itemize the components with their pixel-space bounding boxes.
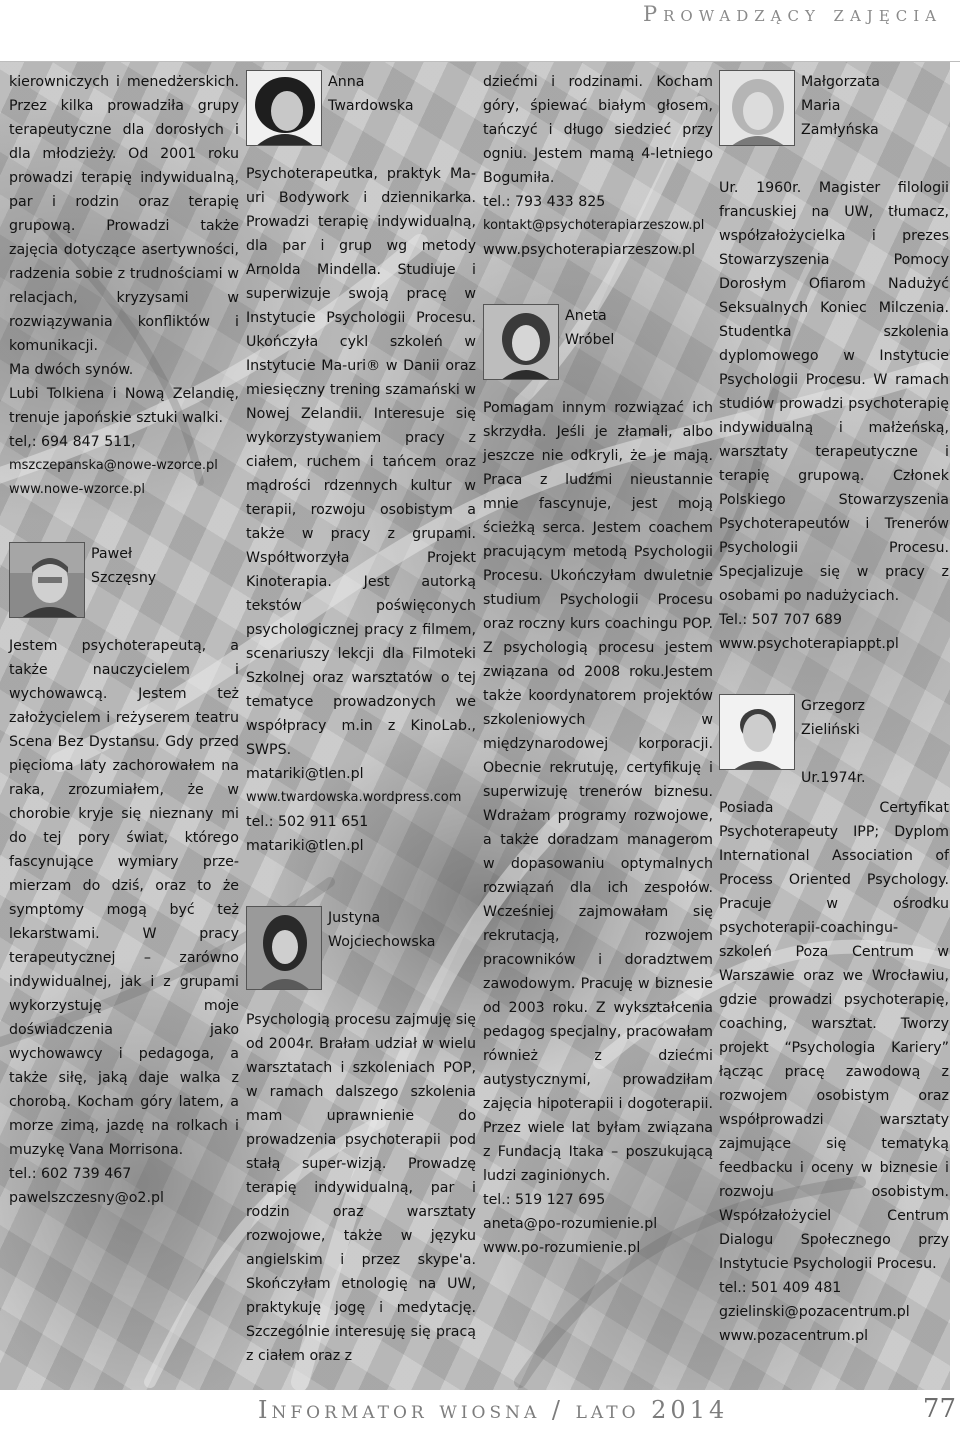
person-name: Grzegorz Zieliński Ur.1974r. xyxy=(801,694,866,790)
page-number: 77 xyxy=(922,1394,956,1424)
profile-header-pawel xyxy=(9,542,239,628)
column-4 xyxy=(719,70,949,1348)
profile-text: Ma dwóch synów. xyxy=(9,362,134,378)
email-link[interactable]: pawelszczesny@o2.pl xyxy=(9,1190,164,1206)
phone: tel,: 694 847 511, xyxy=(9,434,136,450)
website-link[interactable]: www.psychoterapiappt.pl xyxy=(719,636,899,652)
person-name: Małgorzata Maria Zamłyńska xyxy=(801,74,880,138)
profile-header-malgorzata xyxy=(719,70,949,170)
phone: tel.: 519 127 695 xyxy=(483,1192,606,1208)
person-name: Aneta Wróbel xyxy=(565,308,615,348)
email-link[interactable]: mszczepanska@nowe-wzorce.pl xyxy=(9,458,218,473)
email-link[interactable]: kontakt@psychoterapiarzeszow.pl xyxy=(483,218,705,233)
phone: Tel.: 507 707 689 xyxy=(719,612,842,628)
page-header xyxy=(0,0,960,62)
portrait-photo-justyna xyxy=(246,906,322,990)
person-name: Justyna Wojciechowska xyxy=(328,910,436,950)
profile-header-aneta xyxy=(483,304,713,390)
person-name: Paweł Szczęsny xyxy=(91,546,157,586)
profile-text: Lubi Tolkiena i Nową Zelandię, trenuje japońskie sztuki walki. xyxy=(9,386,239,426)
profile-text: kierowniczych i menedżerskich. Przez kilka prowadziła grupy terapeutyczne dla dorosłych i dla młodzieży. Od 2001 roku prowadzi terapię indywidualną, par i rodzin oraz terapię grupową. Prowadzi także zajęcia dotyczące asertywności, radzenia sobie z trudnościami w relacjach, kryzysami w rozwiązywania konfliktów i komunikacji. xyxy=(9,74,239,354)
portrait-photo-malgorzata xyxy=(719,70,795,146)
section-title: Prowadzący zajęcia xyxy=(642,2,942,26)
phone: tel.: 793 433 825 xyxy=(483,194,606,210)
column-2 xyxy=(246,70,476,1368)
phone: tel.: 502 911 651 xyxy=(246,814,369,830)
email-link[interactable]: gzielinski@pozacentrum.pl xyxy=(719,1304,910,1320)
profile-text: Jestem psychoterapeutą, a także nauczycielem i wychowawcą. Jestem też założycielem i reżyserem teatru Scena Bez Dystansu. Gdy przed pięcioma laty zachorowałem na raka, zrozumiałem, że w chorobie kryje się nieznany mi do tej pory świat, którego fascynujące wymiary prze-mierzam do dziś, oraz to że symptomy mogą być też lekarstwami. W pracy terapeutycznej – zarówno indywidualnej, jak i z grupami wykorzystuję moje doświadczenia jako wychowawcy i pedagoga, a także siłę, jaką daje walka z chorobą. Kocham góry latem, a morze zimą, jazdę na rolkach i muzykę Vana Morrisona. xyxy=(9,638,239,1158)
person-name: Anna Twardowska xyxy=(328,74,414,114)
phone: tel.: 501 409 481 xyxy=(719,1280,842,1296)
column-3 xyxy=(483,70,713,1260)
website-link[interactable]: www.pozacentrum.pl xyxy=(719,1328,869,1344)
column-1 xyxy=(9,70,239,1210)
email-link[interactable]: aneta@po-rozumienie.pl xyxy=(483,1216,658,1232)
email-link[interactable]: matariki@tlen.pl xyxy=(246,838,364,854)
portrait-photo-grzegorz xyxy=(719,694,795,770)
profile-text: Psychoterapeutka, praktyk Ma-uri Bodywork i dziennikarka. Prowadzi terapię indywidualną, dla par i grup wg metody Arnolda Mindella. Studiuje i superwizuje swoją pracę w Instytucie Psychologii Procesu. Ukończyła cykl szkoleń w Instytucie Ma-uri® w Danii oraz miesięczny trening szamański w Nowej Zelandii. Interesuje się wykorzystywaniem pracy z ciałem, ruchem i tańcem oraz mądrości rdzennych kultur w terapii, rozwoju osobistym a także w pracy z grupami. Współtworzyła Projekt Kinoterapia. Jest autorką tekstów poświęconych psychologicznej pracy z filmem, scenariuszy lekcji dla Filmoteki Szkolnej oraz warsztatów o tej tematyce prowadzonych we współpracy m.in z KinoLab., SWPS. xyxy=(246,166,476,758)
profile-text: Pomagam innym rozwiązać ich skrzydła. Jeśli je złamali, albo jeszcze nie odkryli, że je mają. Praca z ludźmi nieustannie mnie fascynuje, jest moją ścieżką serca. Jestem coachem pracującym metodą Psychologii Procesu. Ukończyłam dwuletnie studium Psychologii Procesu oraz roczny kurs coachingu POP. Z psychologią procesu jestem związana od 2008 roku.Jestem także koordynatorem projektów szkoleniowych w międzynarodowej korporacji. Obecnie rekrutuję, certyfikuję i superwizuję trenerów biznesu. Wdrażam programy rozwojowe, a także doradzam managerom w dopasowaniu optymalnych rozwiązań dla ich zespołów. Wcześniej zajmowałam się rekrutacją, rozwojem pracowników i doradztwem zawodowym. Pracuję w biznesie od 2003 roku. Z wykształcenia pedagog specjalny, pracowałam również z dziećmi autystycznymi, prowadziłam zajęcia hipoterapii i dogoterapii. Przez wiele lat byłam związana z Fundacją Itaka – poszukującą ludzi zaginionych. xyxy=(483,400,713,1184)
profile-header-anna xyxy=(246,70,476,156)
website-link[interactable]: www.twardowska.wordpress.com xyxy=(246,790,462,805)
email-link[interactable]: matariki@tlen.pl xyxy=(246,766,364,782)
portrait-photo-anna xyxy=(246,70,322,146)
publication-title: Informator wiosna / lato 2014 xyxy=(258,1396,729,1424)
profile-text: Posiada Certyfikat Psychoterapeuty IPP; Dyplom International Association of Process Oriented Psychology. Pracuje w ośrodku psychoterapii-coachingu-szkoleń Poza Centrum w Warszawie oraz we Wrocławiu, gdzie prowadzi psychoterapię, coaching, warsztat. Tworzy projekt “Psychologia Kariery” łącząc pracę zawodową z rozwojem osobistym oraz współprowadzi warsztaty zajmujące się tematyką feedbacku i oceny w biznesie i rozwoju osobistym. Współzałożyciel Centrum Dialogu Społecznego przy Instytucie Psychologii Procesu. xyxy=(719,800,949,1272)
page-footer xyxy=(0,1390,960,1438)
profile-header-justyna xyxy=(246,906,476,1002)
phone: tel.: 602 739 467 xyxy=(9,1166,132,1182)
profile-text: Psychologią procesu zajmuję się od 2004r. Brałam udział w wielu warsztatach i szkoleniach POP, w ramach dalszego szkolenia mam uprawnienie do prowadzenia psychoterapii pod stałą super-wizją. Prowadzę terapię indywidualną, par i rodzin oraz warsztaty rozwojowe, także w języku angielskim i przez skype'a. Skończyłam etnologię na UW, praktykuję jogę i medytację. Szczególnie interesuję się pracą z ciałem oraz z xyxy=(246,1012,476,1364)
content-area xyxy=(0,62,950,1390)
profile-header-grzegorz xyxy=(719,694,949,790)
portrait-photo-aneta xyxy=(483,304,559,380)
profile-text: dziećmi i rodzinami. Kocham góry, śpiewać białym głosem, tańczyć i długo siedzieć przy ogniu. Jestem mamą 4-letniego Bogumiła. xyxy=(483,74,713,186)
website-link[interactable]: www.psychoterapiarzeszow.pl xyxy=(483,242,696,258)
profile-text: Ur. 1960r. Magister filologii francuskiej na UW, tłumacz, współzałożycielka i prezes Stowarzyszenia Pomocy Dorosłym Ofiarom Nadużyć Seksualnych Koniec Milczenia. Studentka szkolenia dyplomowego w Instytucie Psychologii Procesu. W ramach studiów prowadzi psychoterapię indywidualną i małżeńską, warsztaty terapeutyczne i terapię grupową. Członek Polskiego Stowarzyszenia Psychoterapeutów i Trenerów Psychologii Procesu. Specjalizuje się w pracy z osobami po nadużyciach. xyxy=(719,180,949,604)
website-link[interactable]: www.nowe-wzorce.pl xyxy=(9,482,145,497)
website-link[interactable]: www.po-rozumienie.pl xyxy=(483,1240,641,1256)
birth-year: Ur.1974r. xyxy=(801,770,866,786)
portrait-photo-pawel xyxy=(9,542,85,618)
